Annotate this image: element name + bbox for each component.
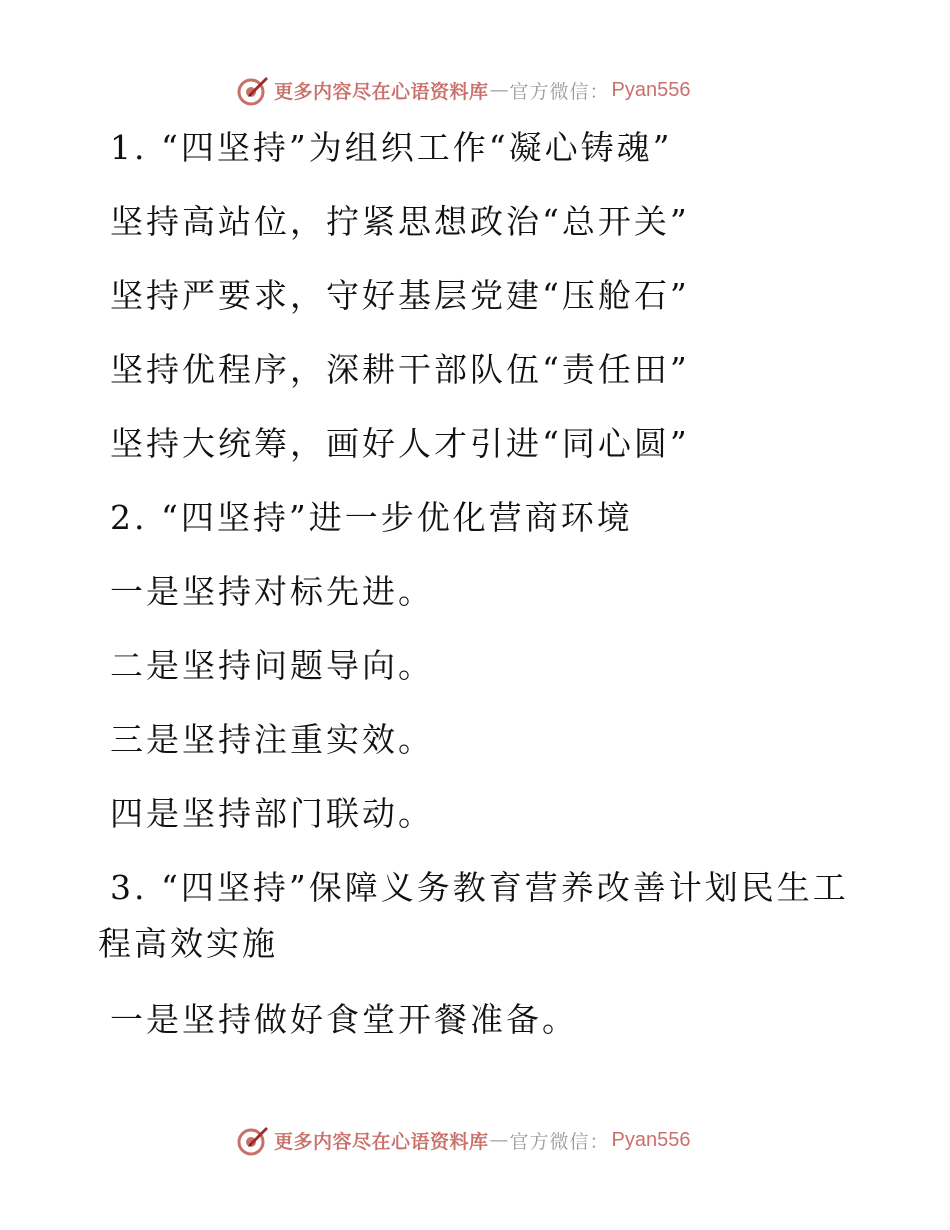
list-item: 坚持优程序，深耕干部队伍“责任田” [110,350,690,389]
watermark-header [236,72,691,108]
heading-2: 2. “四坚持”进一步优化营商环境 [110,498,633,537]
watermark-dash: — [489,1129,509,1151]
heading-1: 1. “四坚持”为组织工作“凝心铸魂” [110,128,673,167]
heading-3: 3. “四坚持”保障义务教育营养改善计划民生工 [110,868,849,907]
list-item: 二是坚持问题导向。 [110,646,434,685]
list-item: 一是坚持对标先进。 [110,572,434,611]
watermark-wechat-label: 官方微信： [509,1130,610,1153]
heading-3-continuation: 程高效实施 [98,924,278,963]
list-item: 一是坚持做好食堂开餐准备。 [110,1000,578,1039]
list-item: 坚持大统筹，画好人才引进“同心圆” [110,424,690,463]
watermark-text: 更多内容尽在心语资料库 [274,80,489,103]
watermark-wechat-id: Pyan556 [611,78,691,101]
watermark-text: 更多内容尽在心语资料库 [274,1130,489,1153]
watermark-footer [236,1122,691,1158]
list-item: 坚持高站位，拧紧思想政治“总开关” [110,202,690,241]
watermark-dash: — [489,79,509,101]
list-item: 坚持严要求，守好基层党建“压舱石” [110,276,690,315]
pen-logo-icon [236,1123,270,1157]
list-item: 三是坚持注重实效。 [110,720,434,759]
watermark-wechat-id: Pyan556 [611,1128,691,1151]
list-item: 四是坚持部门联动。 [110,794,434,833]
pen-logo-icon [236,73,270,107]
watermark-wechat-label: 官方微信： [509,80,610,103]
